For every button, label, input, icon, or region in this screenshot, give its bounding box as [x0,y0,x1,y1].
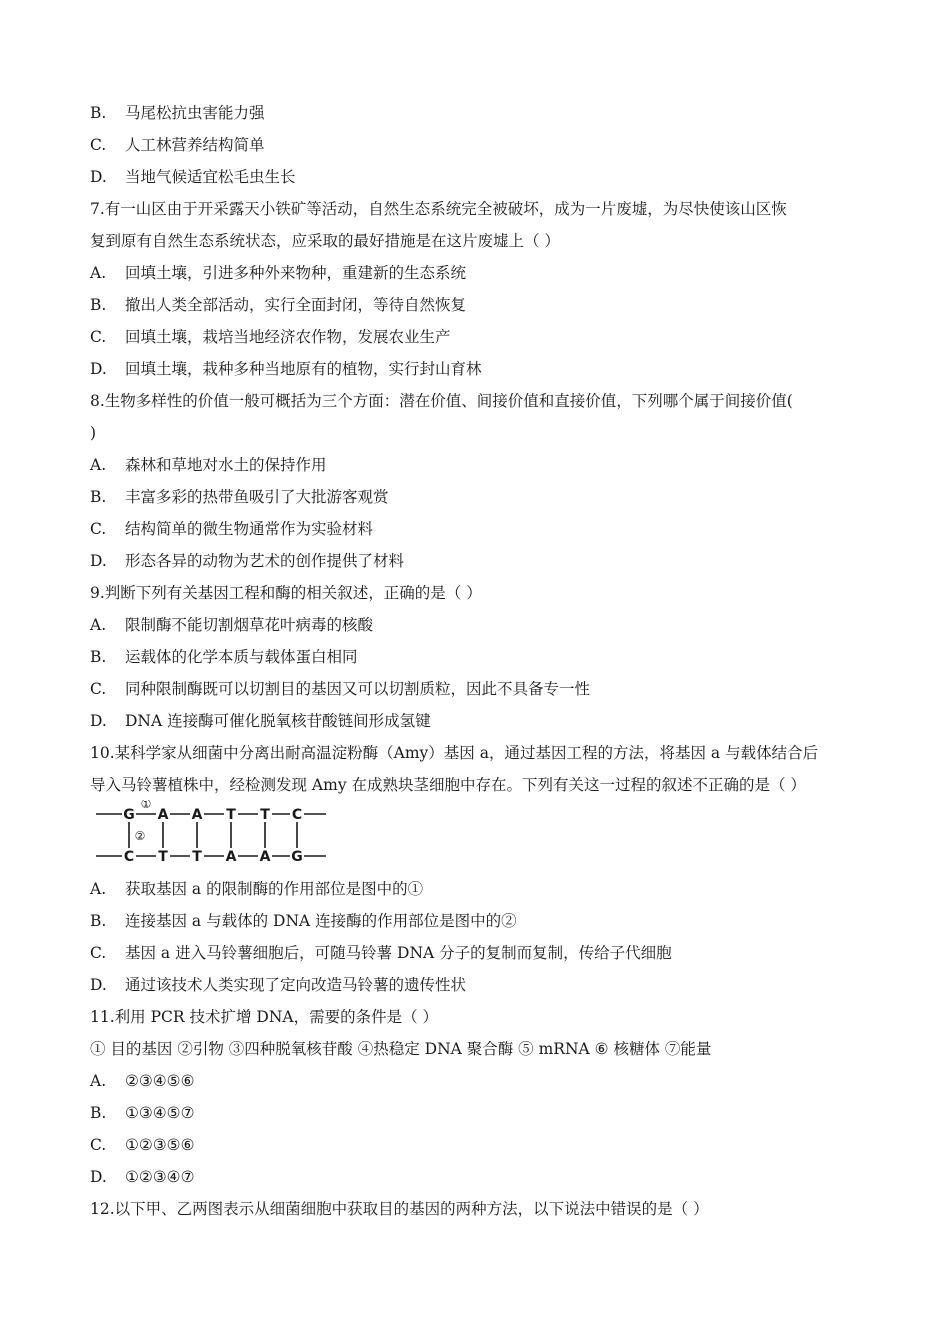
top-base-1: G [123,807,135,823]
top-base-3: A [191,807,203,823]
q10-option-a: A. 获取基因 a 的限制酶的作用部位是图中的① [90,880,424,898]
q9-stem-line1: 9.判断下列有关基因工程和酶的相关叙述，正确的是（ ） [90,584,482,602]
q11-option-c: C. ①②③⑤⑥ [90,1136,195,1154]
q8-option-d: D. 形态各异的动物为艺术的创作提供了材料 [90,552,405,570]
bottom-base-5: A [259,849,271,865]
q8-stem-line1: 8.生物多样性的价值一般可概括为三个方面：潜在价值、间接价值和直接价值，下列哪个属于间接价值( [90,392,793,410]
q7-stem-line2: 复到原有自然生态系统状态，应采取的最好措施是在这片废墟上（ ） [90,232,560,250]
top-base-2: A [157,807,169,823]
q11-option-d: D. ①②③④⑦ [90,1168,195,1186]
bottom-base-3: T [192,849,202,865]
q7-option-d: D. 回填土壤，栽种多种当地原有的植物，实行封山育林 [90,360,482,378]
q10-stem-line1: 10.某科学家从细菌中分离出耐高温淀粉酶（Amy）基因 a，通过基因工程的方法，将基因 a 与载体结合后 [90,744,819,762]
bottom-base-6: G [291,849,303,865]
marker-1: ① [140,800,152,811]
q11-stem-line1: 11.利用 PCR 技术扩增 DNA，需要的条件是（ ） [90,1008,439,1026]
q9-option-a: A. 限制酶不能切割烟草花叶病毒的核酸 [90,616,374,634]
q12-stem-line1: 12.以下甲、乙两图表示从细菌细胞中获取目的基因的两种方法，以下说法中错误的是（ ） [90,1200,709,1218]
q11-conditions: ① 目的基因 ②引物 ③四种脱氧核苷酸 ④热稳定 DNA 聚合酶 ⑤ mRNA ⑥ 核糖体 ⑦能量 [90,1040,712,1058]
top-base-5: T [260,807,270,823]
q11-option-b: B. ①③④⑤⑦ [90,1104,195,1122]
bottom-base-4: A [225,849,237,865]
q8-option-a: A. 森林和草地对水土的保持作用 [90,456,327,474]
q10-option-d: D. 通过该技术人类实现了定向改造马铃薯的遗传性状 [90,976,467,994]
q11-option-a: A. ②③④⑤⑥ [90,1072,195,1090]
q8-option-b: B. 丰富多彩的热带鱼吸引了大批游客观赏 [90,488,389,506]
bottom-base-1: C [123,849,135,865]
q10-stem-line2: 导入马铃薯植株中，经检测发现 Amy 在成熟块茎细胞中存在。下列有关这一过程的叙述不正确的是（ ） [90,776,806,794]
q7-option-a: A. 回填土壤，引进多种外来物种，重建新的生态系统 [90,264,467,282]
q7-stem-line1: 7.有一山区由于开采露天小铁矿等活动，自然生态系统完全被破坏，成为一片废墟，为尽快使该山区恢 [90,200,787,218]
q8-option-c: C. 结构简单的微生物通常作为实验材料 [90,520,374,538]
q9-option-c: C. 同种限制酶既可以切割目的基因又可以切割质粒，因此不具备专一性 [90,680,591,698]
q7-option-c: C. 回填土壤，栽培当地经济农作物，发展农业生产 [90,328,451,346]
q10-option-b: B. 连接基因 a 与载体的 DNA 连接酶的作用部位是图中的② [90,912,517,930]
top-base-4: T [226,807,236,823]
q6-option-d: D. 当地气候适宜松毛虫生长 [90,168,296,186]
q8-stem-line2: ) [90,424,97,442]
dna-strand-diagram [94,800,334,866]
q6-option-c: C. 人工林营养结构简单 [90,136,265,154]
bottom-base-2: T [158,849,168,865]
base-pair-bonds [129,822,297,848]
marker-2: ② [134,829,146,843]
q7-option-b: B. 撤出人类全部活动，实行全面封闭，等待自然恢复 [90,296,467,314]
q9-option-b: B. 运载体的化学本质与载体蛋白相同 [90,648,358,666]
q10-option-c: C. 基因 a 进入马铃薯细胞后，可随马铃薯 DNA 分子的复制而复制，传给子代细胞 [90,944,672,962]
top-base-6: C [291,807,303,823]
q9-option-d: D. DNA 连接酶可催化脱氧核苷酸链间形成氢键 [90,712,431,730]
q6-option-b: B. 马尾松抗虫害能力强 [90,104,265,122]
